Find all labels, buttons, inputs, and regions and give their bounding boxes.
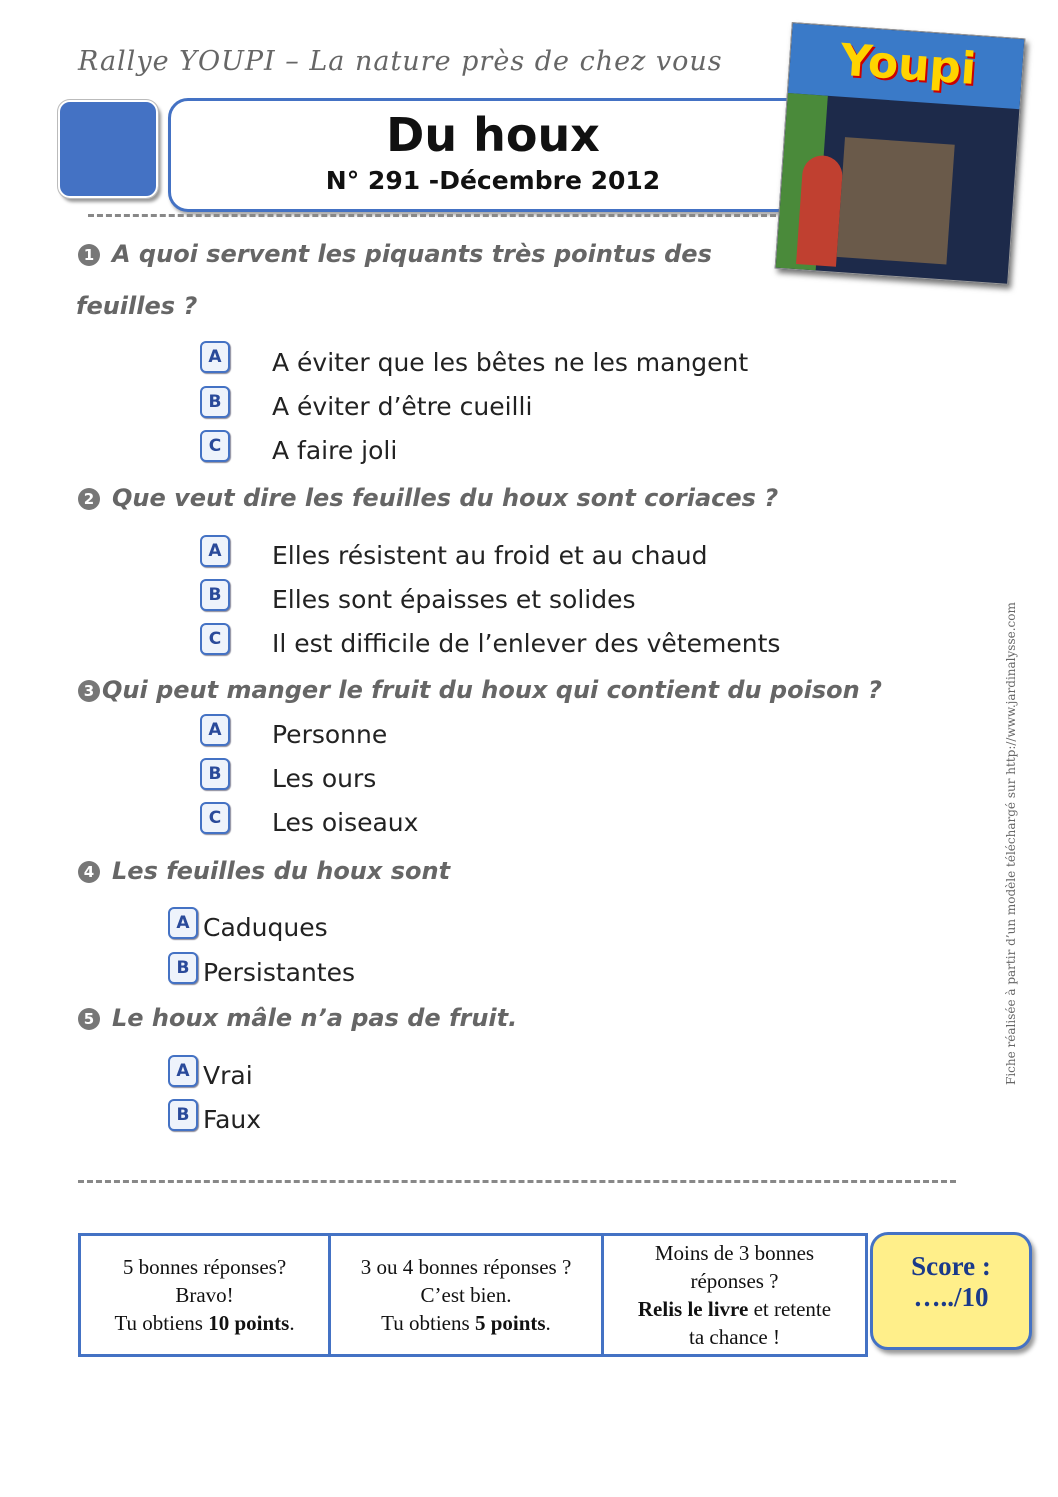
question-5 — [78, 1004, 517, 1032]
option-a-icon[interactable]: A — [200, 714, 230, 746]
cover-child — [796, 154, 844, 267]
question-3 — [78, 676, 882, 704]
option-text: Il est difficile de l’enlever des vêtements — [272, 629, 781, 658]
score-label: Score : — [911, 1251, 991, 1281]
score-line: réponses ? — [690, 1269, 779, 1293]
score-points: 10 points — [208, 1311, 290, 1335]
score-points: 5 points — [474, 1311, 546, 1335]
option-text: Les ours — [272, 764, 377, 793]
cover-logo: Youpi — [838, 34, 978, 96]
option-a-icon[interactable]: A — [168, 907, 198, 939]
question-number-5: 5 — [78, 1008, 100, 1030]
top-divider — [88, 214, 776, 217]
score-line — [361, 1309, 572, 1337]
question-number-3: 3 — [78, 680, 100, 702]
option-text: A faire joli — [272, 436, 398, 465]
option-c-icon[interactable]: C — [200, 430, 230, 462]
score-cell-high — [81, 1236, 331, 1354]
score-text: . — [289, 1311, 295, 1335]
question-text: Que veut dire les feuilles du houx sont coriaces ? — [112, 484, 779, 512]
question-text: Qui peut manger le fruit du houx qui contient du poison ? — [102, 676, 882, 704]
decorative-square — [58, 100, 158, 198]
score-line: 3 ou 4 bonnes réponses ? — [360, 1255, 572, 1279]
score-line: ta chance ! — [689, 1325, 780, 1349]
score-text: Tu obtiens — [114, 1311, 209, 1335]
question-text: A quoi servent les piquants très pointus des — [112, 240, 712, 268]
score-text: . — [545, 1311, 551, 1335]
option-text: Les oiseaux — [272, 808, 419, 837]
score-value: …../10 — [913, 1282, 989, 1312]
option-c-icon[interactable]: C — [200, 623, 230, 655]
score-line — [638, 1295, 831, 1323]
question-text: Le houx mâle n’a pas de fruit. — [112, 1004, 518, 1032]
score-box — [870, 1232, 1032, 1350]
bottom-divider — [78, 1180, 956, 1183]
question-number-1: 1 — [78, 244, 100, 266]
page-title: Du houx — [386, 108, 600, 162]
score-cell-mid — [331, 1236, 604, 1354]
score-cell-low — [604, 1236, 865, 1354]
question-1 — [78, 240, 712, 268]
option-text: Persistantes — [203, 958, 356, 987]
magazine-cover-image — [775, 22, 1026, 285]
score-line: Moins de 3 bonnes — [654, 1241, 815, 1265]
option-text: Vrai — [203, 1061, 253, 1090]
option-a-icon[interactable]: A — [200, 341, 230, 373]
question-2 — [78, 484, 778, 512]
option-b-icon[interactable]: B — [200, 758, 230, 790]
option-a-icon[interactable]: A — [200, 535, 230, 567]
score-line: 5 bonnes réponses? — [122, 1255, 287, 1279]
option-text: Caduques — [203, 913, 328, 942]
question-number-4: 4 — [78, 861, 100, 883]
option-text: Faux — [203, 1105, 262, 1134]
question-4 — [78, 857, 450, 885]
option-b-icon[interactable]: B — [168, 952, 198, 984]
score-text: Tu obtiens — [381, 1311, 475, 1335]
score-line — [114, 1309, 294, 1337]
option-b-icon[interactable]: B — [200, 579, 230, 611]
score-text: et retente — [748, 1297, 832, 1321]
option-b-icon[interactable]: B — [168, 1099, 198, 1131]
scoring-table — [78, 1233, 868, 1357]
option-a-icon[interactable]: A — [168, 1055, 198, 1087]
score-emphasis: Relis le livre — [637, 1297, 749, 1321]
score-line: C’est bien. — [420, 1283, 512, 1307]
option-text: Personne — [272, 720, 388, 749]
option-text: Elles sont épaisses et solides — [272, 585, 636, 614]
option-text: A éviter que les bêtes ne les mangent — [272, 348, 749, 377]
question-1-continued: feuilles ? — [76, 292, 198, 320]
source-credit: Fiche réalisée à partir d’un modèle téléchargé sur http://www.jardinalysse.com — [1004, 602, 1018, 1085]
issue-subtitle: N° 291 -Décembre 2012 — [325, 166, 661, 195]
question-number-2: 2 — [78, 488, 100, 510]
option-text: A éviter d’être cueilli — [272, 392, 533, 421]
cover-cathedral — [837, 137, 955, 264]
option-text: Elles résistent au froid et au chaud — [272, 541, 708, 570]
question-text: Les feuilles du houx sont — [112, 857, 451, 885]
series-header: Rallye YOUPI – La nature près de chez vous — [78, 46, 723, 77]
option-b-icon[interactable]: B — [200, 386, 230, 418]
score-line: Bravo! — [175, 1283, 234, 1307]
option-c-icon[interactable]: C — [200, 802, 230, 834]
